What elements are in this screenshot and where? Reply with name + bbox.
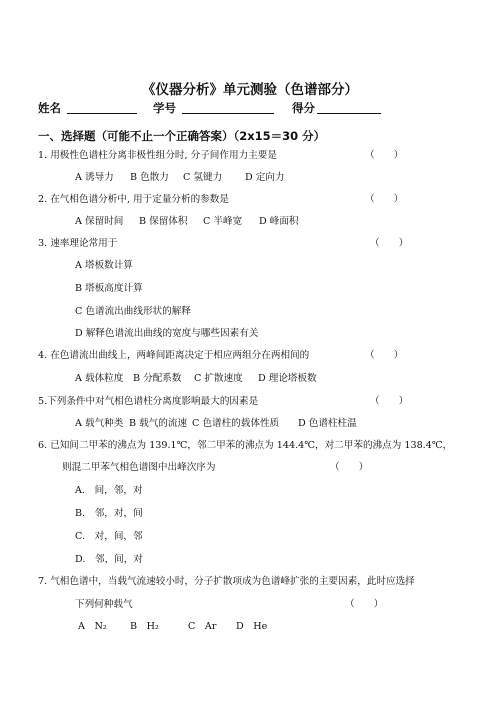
page-title: 《仪器分析》单元测验（色谱部分） bbox=[142, 82, 358, 98]
answer-paren-1[interactable]: （ ） bbox=[365, 150, 404, 161]
option-6b: B. 邻，对，间 bbox=[75, 508, 143, 519]
option-2c: C 半峰宽 bbox=[203, 216, 243, 227]
option-6d: D. 邻，间，对 bbox=[75, 554, 143, 565]
question-stem-3: 3. 速率理论常用于 bbox=[38, 238, 118, 249]
options-row-2 bbox=[75, 216, 299, 228]
answer-paren-3[interactable]: （ ） bbox=[370, 238, 409, 249]
option-5c: C 色谱柱的载体性质 bbox=[192, 418, 280, 429]
student-id-label: 学号 bbox=[153, 101, 177, 115]
options-row-5 bbox=[75, 418, 357, 430]
options-row-1 bbox=[75, 172, 285, 184]
option-6c: C. 对，间，邻 bbox=[75, 531, 143, 542]
option-3d: D 解释色谱流出曲线的宽度与哪些因素有关 bbox=[75, 328, 259, 339]
option-4c: C 扩散速度 bbox=[194, 373, 243, 384]
question-stem-7-cont: 下列何种载气 bbox=[75, 599, 133, 610]
section-title: 一、选择题（可能不止一个正确答案）（2x15＝30 分） bbox=[38, 129, 326, 143]
option-2d: D 峰面积 bbox=[259, 216, 299, 227]
question-stem-6: 6. 已知间二甲苯的沸点为 139.1℃，邻二甲苯的沸点为 144.4℃，对二甲苯的沸点为 138.4℃， bbox=[38, 440, 453, 451]
option-3a: A 塔板数计算 bbox=[75, 260, 133, 271]
score-blank[interactable] bbox=[317, 101, 381, 114]
option-5d: D 色谱柱柱温 bbox=[298, 418, 357, 429]
option-1c: C 氢键力 bbox=[183, 172, 223, 183]
option-7c: C Ar bbox=[188, 621, 217, 632]
student-info-row bbox=[38, 100, 385, 116]
option-3b: B 塔板高度计算 bbox=[75, 283, 143, 294]
question-stem-4: 4. 在色谱流出曲线上，两峰间距离决定于相应两组分在两相间的 bbox=[38, 350, 310, 361]
answer-paren-7[interactable]: （ ） bbox=[345, 599, 384, 610]
question-stem-1: 1. 用极性色谱柱分离非极性组分时, 分子间作用力主要是 bbox=[38, 150, 277, 161]
options-row-4 bbox=[75, 373, 317, 385]
option-4b: B 分配系数 bbox=[133, 373, 182, 384]
option-5b: B 载气的流速 bbox=[129, 418, 188, 429]
answer-paren-5[interactable]: （ ） bbox=[370, 396, 409, 407]
option-1a: A 诱导力 bbox=[75, 172, 114, 183]
option-1d: D 定向力 bbox=[245, 172, 285, 183]
student-id-blank[interactable] bbox=[182, 101, 274, 114]
name-label: 姓名 bbox=[38, 101, 61, 115]
question-stem-2: 2. 在气相色谱分析中, 用于定量分析的参数是 bbox=[38, 194, 229, 205]
option-2a: A 保留时间 bbox=[75, 216, 124, 227]
answer-paren-2[interactable]: （ ） bbox=[365, 194, 404, 205]
question-stem-7: 7. 气相色谱中，当载气流速较小时，分子扩散项成为色谱峰扩张的主要因素，此时应选择 bbox=[38, 576, 415, 587]
option-3c: C 色谱流出曲线形状的解释 bbox=[75, 306, 191, 317]
option-7d: D He bbox=[236, 621, 268, 632]
option-6a: A. 间，邻，对 bbox=[75, 485, 143, 496]
question-stem-6-cont: 则混二甲苯气相色谱图中出峰次序为 bbox=[62, 462, 216, 473]
answer-paren-6[interactable]: （ ） bbox=[330, 462, 369, 473]
option-7b: B H₂ bbox=[130, 621, 159, 632]
question-stem-5: 5.下列条件中对气相色谱柱分离度影响最大的因素是 bbox=[38, 396, 259, 407]
option-5a: A 载气种类 bbox=[75, 418, 124, 429]
options-row-7 bbox=[78, 621, 267, 633]
option-4d: D 理论塔板数 bbox=[258, 373, 317, 384]
option-1b: B 色散力 bbox=[130, 172, 169, 183]
option-2b: B 保留体积 bbox=[139, 216, 188, 227]
score-label: 得分 bbox=[292, 101, 316, 115]
answer-paren-4[interactable]: （ ） bbox=[365, 350, 404, 361]
option-4a: A 载体粒度 bbox=[75, 373, 124, 384]
option-7a: A N₂ bbox=[78, 621, 107, 632]
name-blank[interactable] bbox=[67, 101, 137, 114]
